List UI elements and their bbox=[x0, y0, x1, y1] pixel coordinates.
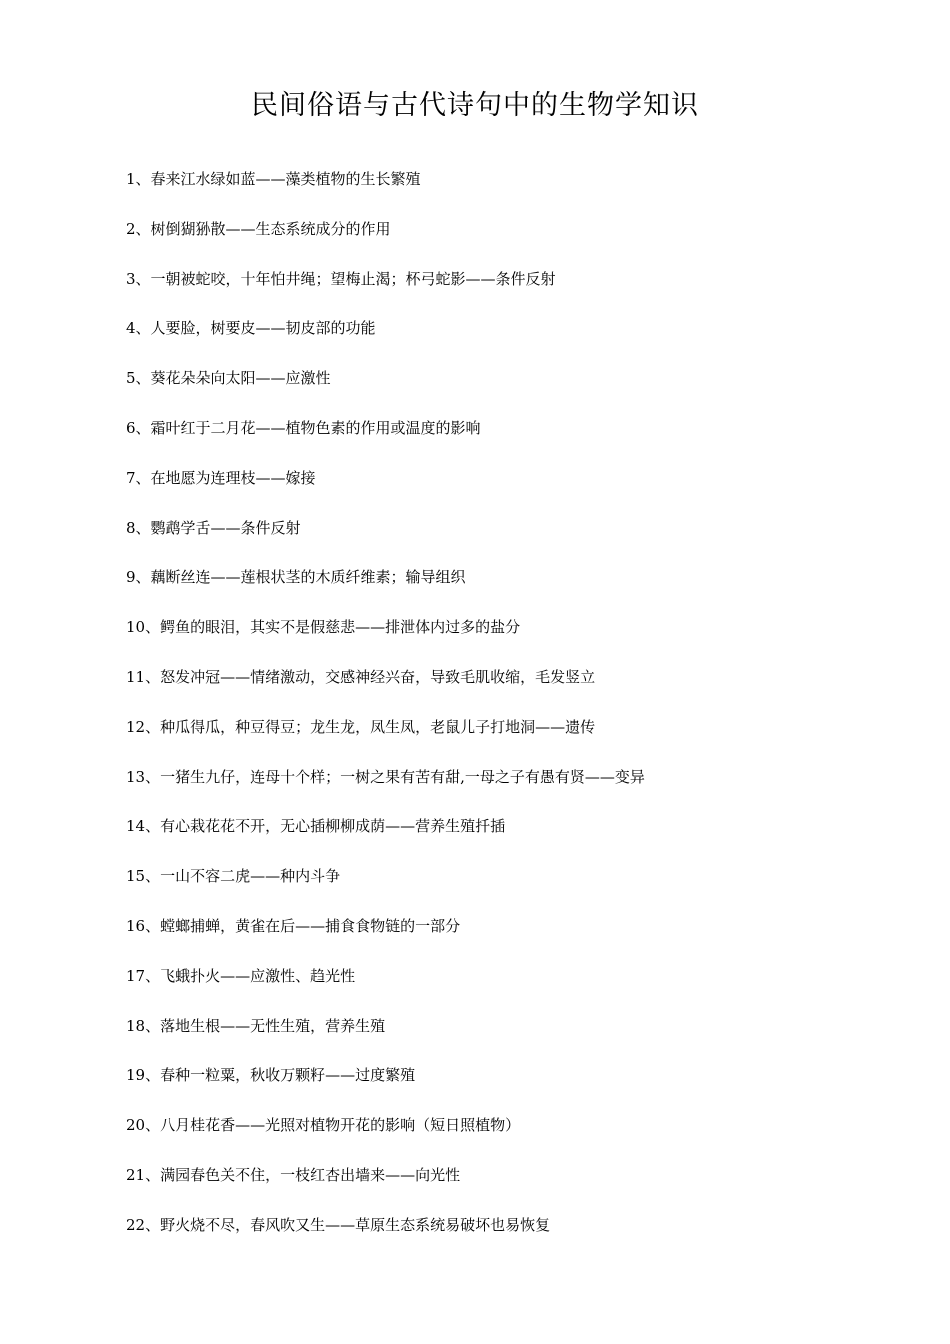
list-item: 7、在地愿为连理枝——嫁接 bbox=[126, 468, 316, 487]
list-item: 4、人要脸，树要皮——韧皮部的功能 bbox=[126, 319, 376, 338]
list-item: 1、春来江水绿如蓝——藻类植物的生长繁殖 bbox=[126, 170, 421, 188]
list-item: 11、怒发冲冠——情绪激动，交感神经兴奋，导致毛肌收缩，毛发竖立 bbox=[126, 667, 596, 686]
list-item: 16、螳螂捕蝉，黄雀在后——捕食食物链的一部分 bbox=[126, 916, 461, 935]
document-title: 民间俗语与古代诗句中的生物学知识 bbox=[251, 90, 699, 121]
list-item: 9、藕断丝连——莲根状茎的木质纤维素；输导组织 bbox=[126, 568, 466, 587]
list-item: 21、满园春色关不住，一枝红杏出墙来——向光性 bbox=[126, 1165, 461, 1184]
list-item: 6、霜叶红于二月花——植物色素的作用或温度的影响 bbox=[126, 418, 481, 437]
list-item: 14、有心栽花花不开，无心插柳柳成荫——营养生殖扦插 bbox=[126, 817, 506, 836]
list-item: 18、落地生根——无性生殖，营养生殖 bbox=[126, 1016, 386, 1035]
list-item: 12、种瓜得瓜，种豆得豆；龙生龙，凤生凤，老鼠儿子打地洞——遗传 bbox=[126, 717, 596, 736]
list-item: 13、一猪生九仔，连母十个样；一树之果有苦有甜,一母之子有愚有贤——变异 bbox=[126, 767, 645, 786]
item-list bbox=[126, 166, 906, 1262]
list-item: 5、葵花朵朵向太阳——应激性 bbox=[126, 369, 331, 388]
list-item: 2、树倒猢狲散——生态系统成分的作用 bbox=[126, 219, 391, 238]
list-item: 10、鳄鱼的眼泪，其实不是假慈悲——排泄体内过多的盐分 bbox=[126, 618, 521, 637]
list-item: 3、一朝被蛇咬，十年怕井绳；望梅止渴；杯弓蛇影——条件反射 bbox=[126, 269, 556, 288]
list-item: 20、八月桂花香——光照对植物开花的影响（短日照植物） bbox=[126, 1116, 521, 1135]
list-item: 22、野火烧不尽，春风吹又生——草原生态系统易破坏也易恢复 bbox=[126, 1215, 551, 1234]
list-item: 8、鹦鹉学舌——条件反射 bbox=[126, 518, 301, 537]
list-item: 19、春种一粒粟，秋收万颗籽——过度繁殖 bbox=[126, 1066, 416, 1085]
list-item: 15、一山不容二虎——种内斗争 bbox=[126, 867, 341, 886]
list-item: 17、飞蛾扑火——应激性、趋光性 bbox=[126, 966, 356, 985]
